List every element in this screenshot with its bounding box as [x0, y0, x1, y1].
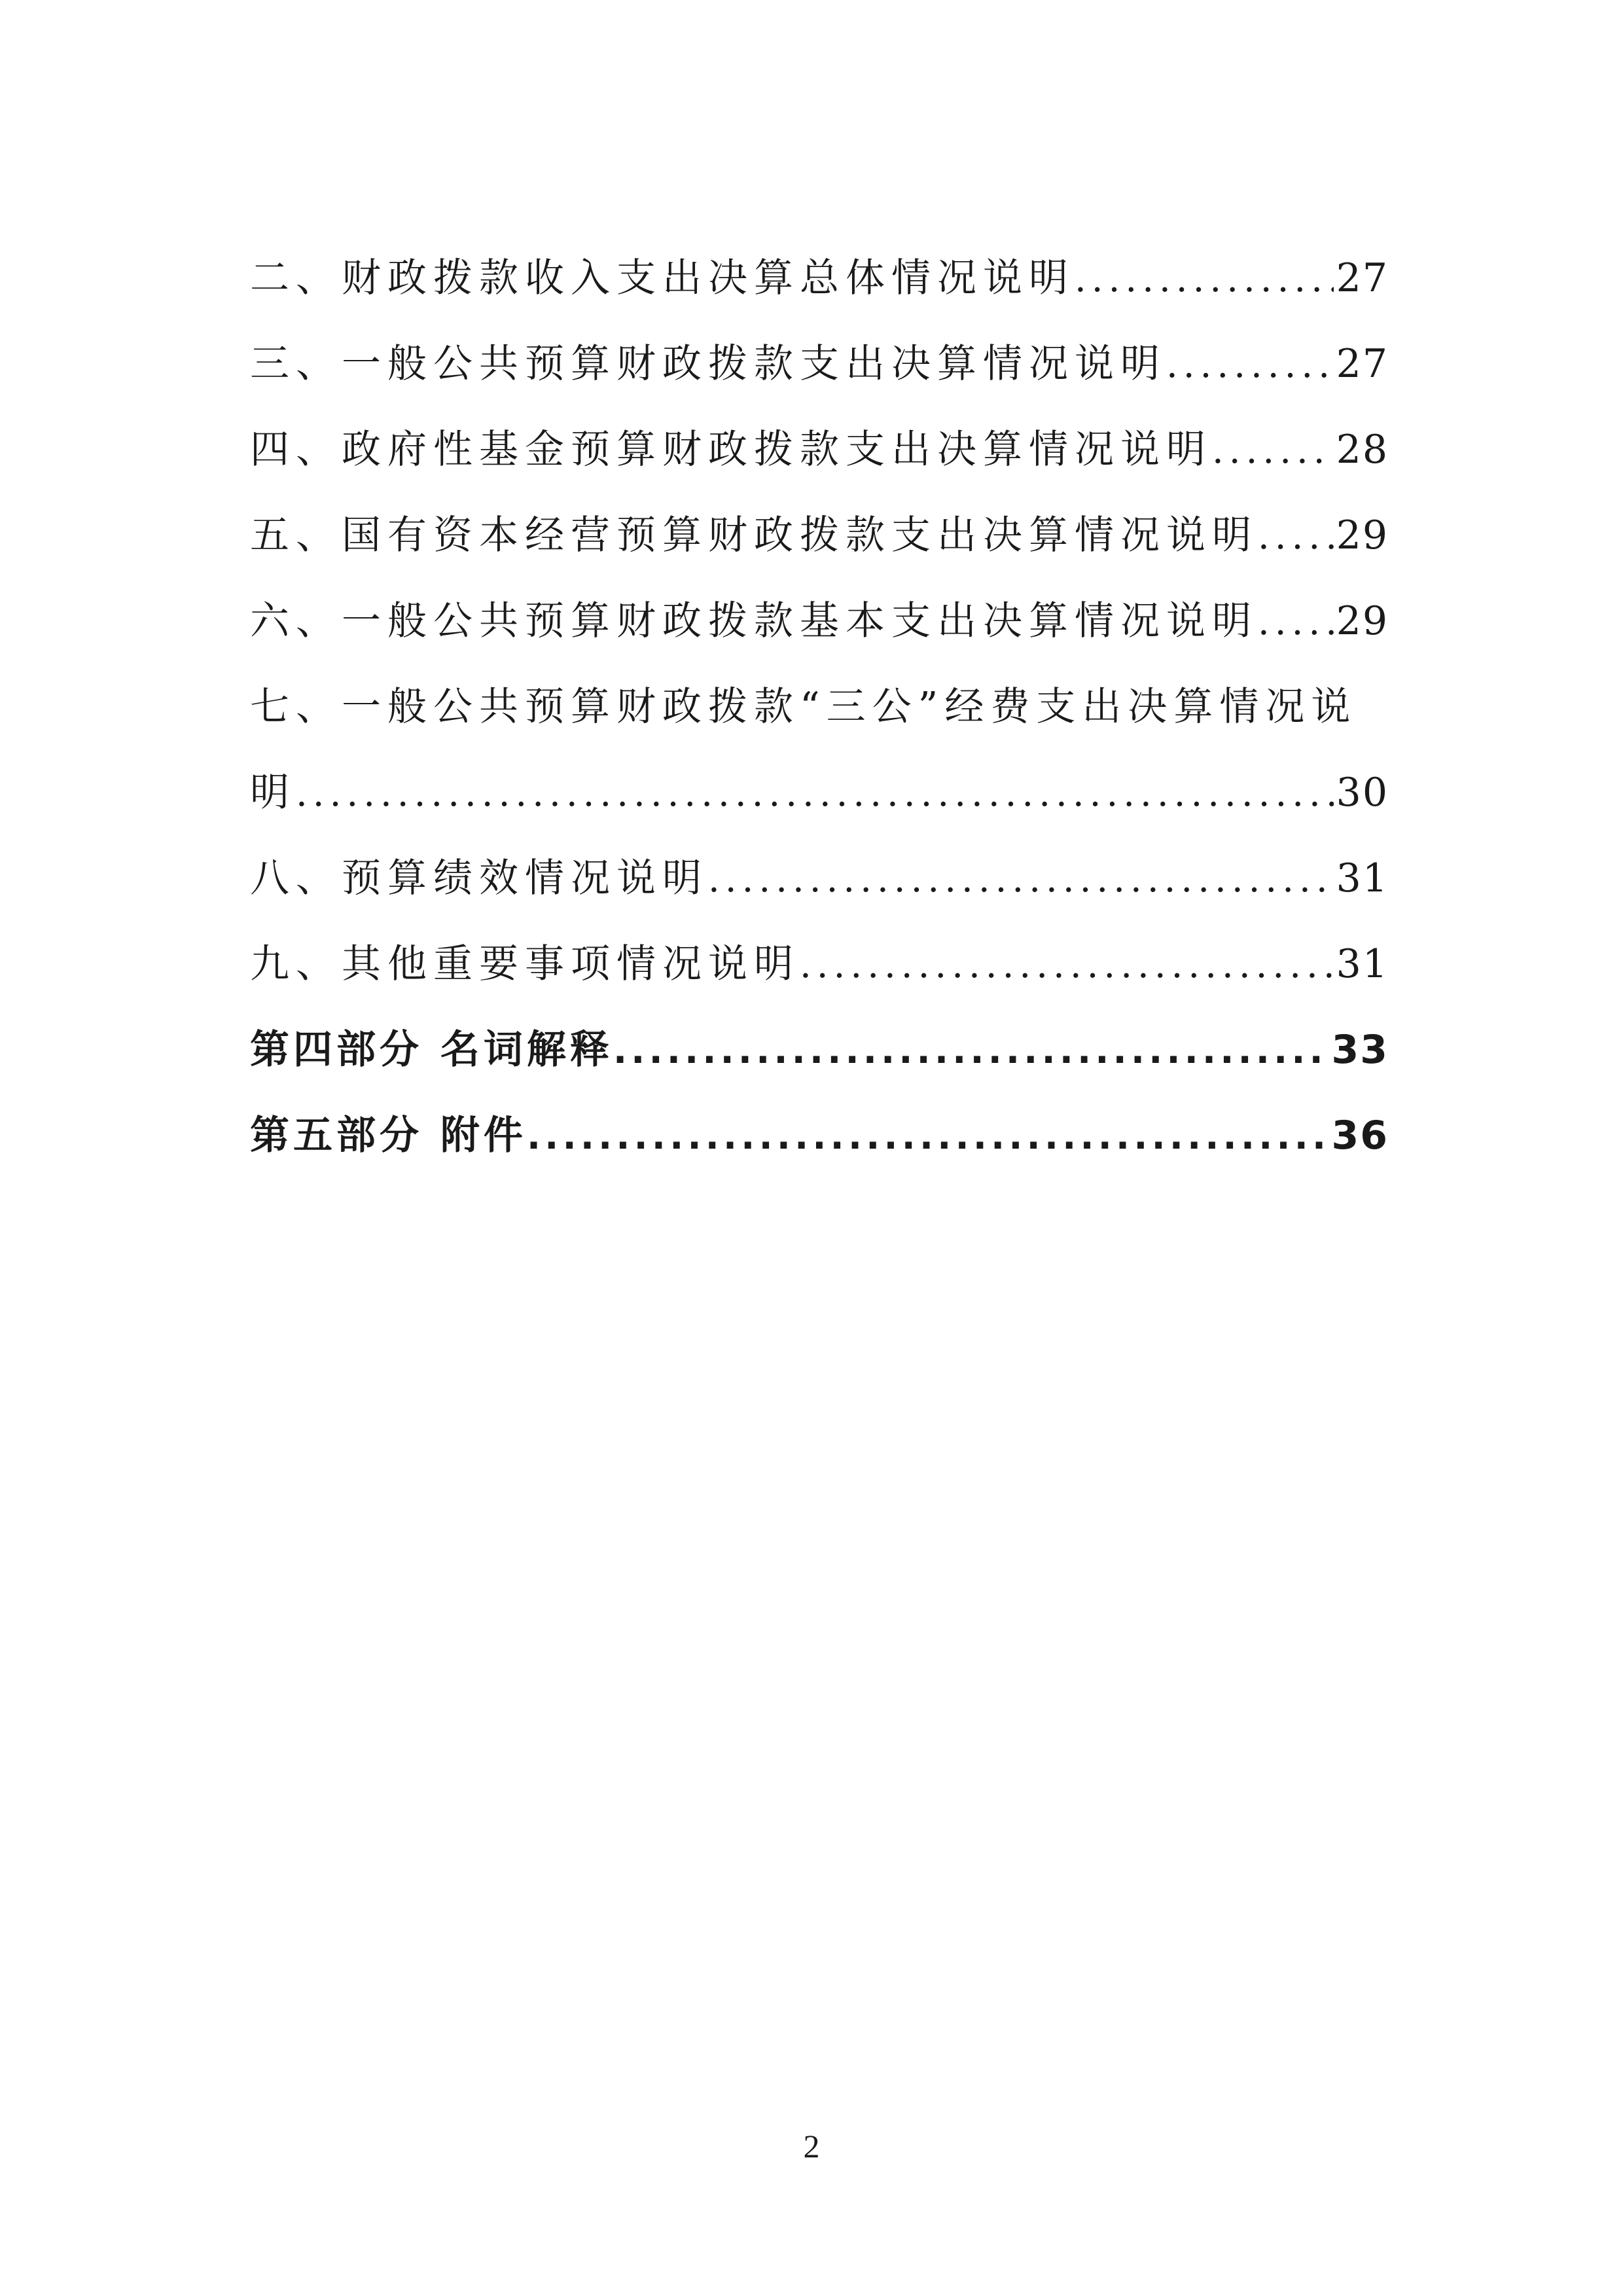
toc-entry-label: 明: [250, 770, 296, 816]
toc-entry-page: 28: [1336, 427, 1389, 473]
toc-leader-dots: [296, 751, 1334, 836]
toc-entry-page: 29: [1336, 598, 1389, 644]
toc-entry-part-5[interactable]: [250, 1093, 1389, 1179]
toc-leader-dots: [1212, 408, 1334, 493]
toc-entry-page: 31: [1336, 855, 1389, 901]
toc-entry-page: 36: [1331, 1113, 1389, 1158]
toc-entry-7[interactable]: [250, 750, 1389, 836]
toc-entry-label: 二、财政拨款收入支出决算总体情况说明: [250, 255, 1075, 301]
toc-entry-page: 27: [1336, 341, 1389, 387]
toc-leader-dots: [708, 836, 1334, 922]
toc-leader-dots: [1075, 236, 1334, 322]
toc-leader-dots: [1166, 322, 1334, 408]
toc-entry-4[interactable]: [250, 407, 1389, 493]
toc-entry-8[interactable]: [250, 836, 1389, 922]
toc-entry-label: 六、一般公共预算财政拨款基本支出决算情况说明: [250, 598, 1258, 644]
toc-entry-label: 九、其他重要事项情况说明: [250, 941, 800, 987]
toc-entry-page: 29: [1336, 512, 1389, 558]
toc-entry-5[interactable]: [250, 493, 1389, 579]
toc-entry-label: 三、一般公共预算财政拨款支出决算情况说明: [250, 341, 1166, 387]
toc-entry-label: 五、国有资本经营预算财政拨款支出决算情况说明: [250, 512, 1258, 558]
toc-entry-3[interactable]: [250, 321, 1389, 407]
toc-leader-dots: [800, 922, 1334, 1008]
toc-entry-part-4[interactable]: [250, 1007, 1389, 1093]
toc-leader-dots: [1258, 579, 1334, 665]
toc-entry-label: 第四部分 名词解释: [250, 1027, 613, 1073]
toc-entry-label: 四、政府性基金预算财政拨款支出决算情况说明: [250, 427, 1212, 473]
toc-leader-dots: [613, 1008, 1329, 1094]
toc-entry-9[interactable]: [250, 922, 1389, 1007]
toc-entry-label: 第五部分 附件: [250, 1113, 527, 1158]
toc-entry-6[interactable]: [250, 579, 1389, 664]
toc-leader-dots: [527, 1094, 1329, 1179]
page-number: 2: [803, 2128, 820, 2164]
toc-entry-page: 33: [1331, 1027, 1389, 1073]
toc-entry-label: 八、预算绩效情况说明: [250, 855, 708, 901]
toc-entry-page: 27: [1336, 255, 1389, 301]
toc-entry-2[interactable]: [250, 236, 1389, 321]
toc-leader-dots: [1258, 493, 1334, 579]
toc-entry-7-line1[interactable]: 七、一般公共预算财政拨款“三公”经费支出决算情况说: [250, 684, 1357, 730]
toc-entry-page: 30: [1336, 770, 1389, 816]
toc-entry-page: 31: [1336, 941, 1389, 987]
table-of-contents: [250, 236, 1389, 1179]
